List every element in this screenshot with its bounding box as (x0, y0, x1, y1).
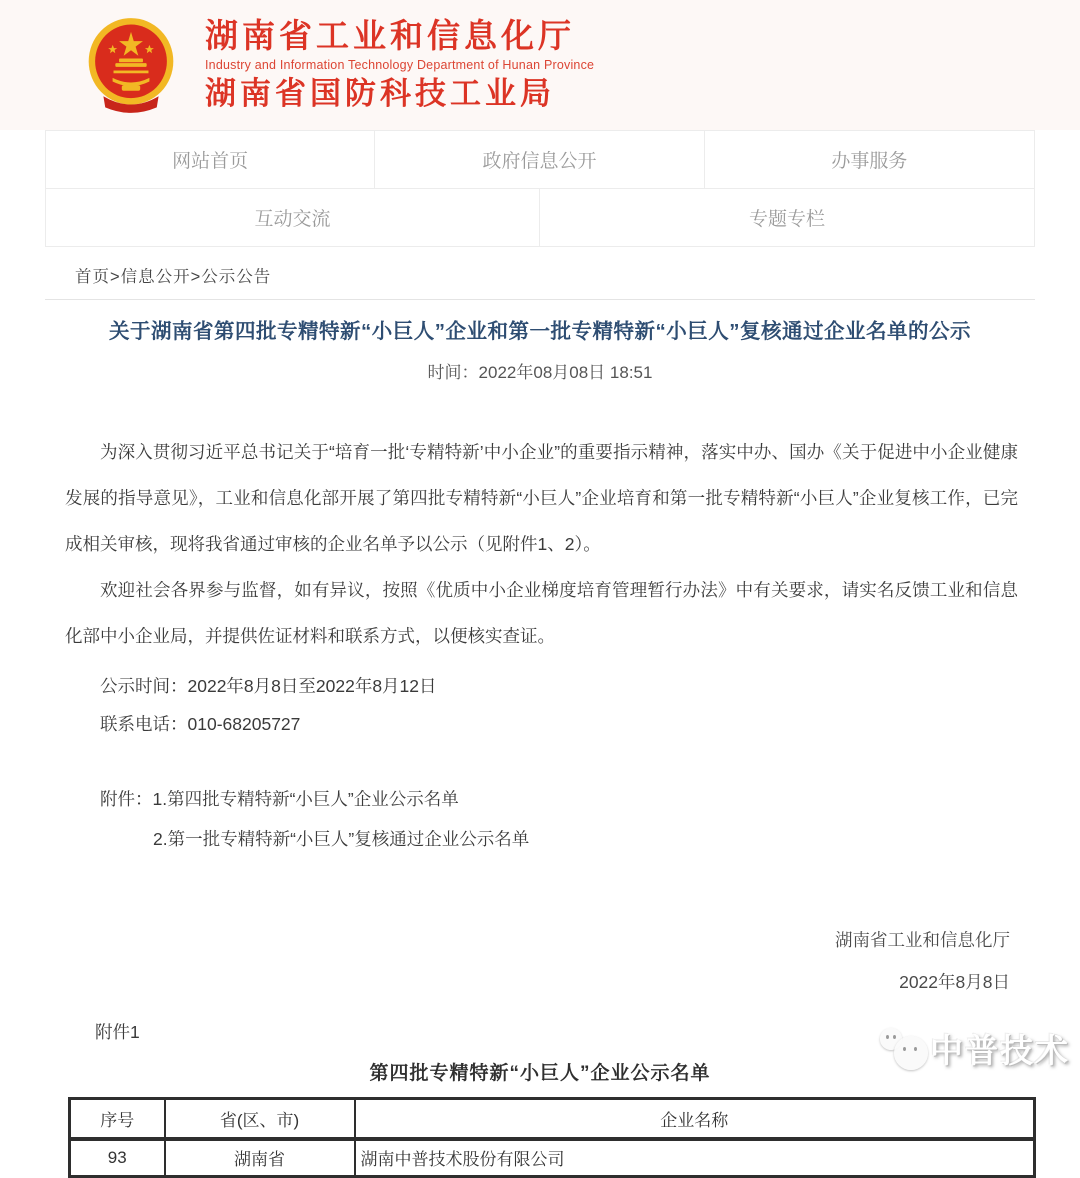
publish-time: 时间：2022年08月08日 18:51 (427, 363, 653, 382)
nav-row-1 (46, 131, 1034, 189)
masthead-text (205, 18, 594, 111)
meta-block (65, 667, 1018, 743)
header-company: 企业名称 (355, 1099, 1035, 1139)
header-seq: 序号 (70, 1099, 165, 1139)
paragraph-1: 为深入贯彻习近平总书记关于“培育一批‘专精特新’中小企业”的重要指示精神，落实中办、国办《关于促进中小企业健康发展的指导意见》，工业和信息化部开展了第四批专精特新“小巨人”企业培育和第一批专精特新“小巨人”企业复核工作，已完成相关审核，现将我省通过审核的企业名单予以公示（见附件1、2）。 (65, 442, 1018, 554)
paragraph-2: 欢迎社会各界参与监督，如有异议，按照《优质中小企业梯度培育管理暂行办法》中有关要求，请实名反馈工业和信息化部中小企业局，并提供佐证材料和联系方式，以便核实查证。 (65, 580, 1018, 646)
attachment1-label: 附件1 (95, 1022, 140, 1042)
watermark-text: 中普技术 (930, 1031, 1070, 1069)
attachments-list (65, 779, 1018, 859)
cell-company: 湖南中普技术股份有限公司 (355, 1139, 1035, 1177)
signature-block (0, 925, 1010, 997)
nav-item-home[interactable]: 网站首页 (46, 131, 375, 188)
cell-seq: 93 (70, 1139, 165, 1177)
site-masthead (0, 0, 1080, 130)
contact-phone: 联系电话：010-68205727 (100, 714, 301, 734)
breadcrumb-wrap (45, 247, 1035, 300)
main-nav (45, 130, 1035, 247)
nav-row-2 (46, 189, 1034, 246)
page-title: 关于湖南省第四批专精特新“小巨人”企业和第一批专精特新“小巨人”复核通过企业名单的公示 (109, 320, 971, 343)
table-title: 第四批专精特新“小巨人”企业公示名单 (369, 1063, 711, 1084)
nav-item-services[interactable]: 办事服务 (705, 131, 1034, 188)
nav-item-interaction[interactable]: 互动交流 (46, 189, 540, 246)
nav-item-special-topics[interactable]: 专题专栏 (540, 189, 1034, 246)
table-header-row (70, 1099, 1035, 1139)
cell-province: 湖南省 (165, 1139, 355, 1177)
national-emblem-icon (85, 17, 177, 113)
org-name-cn: 湖南省工业和信息化厅 (205, 17, 575, 55)
header-province: 省(区、市) (165, 1099, 355, 1139)
article-body (65, 429, 1018, 859)
attachment-link-2[interactable]: 2.第一批专精特新“小巨人”复核通过企业公示名单 (153, 829, 530, 849)
publicity-period: 公示时间：2022年8月8日至2022年8月12日 (100, 676, 437, 696)
org-name-en: Industry and Information Technology Department of Hunan Province (205, 57, 595, 72)
signature-org: 湖南省工业和信息化厅 (835, 930, 1010, 950)
attachment-link-1[interactable]: 附件：1.第四批专精特新“小巨人”企业公示名单 (100, 789, 459, 809)
signature-date: 2022年8月8日 (899, 972, 1010, 992)
breadcrumb[interactable]: 首页>信息公开>公示公告 (75, 268, 272, 286)
nav-item-gov-info[interactable]: 政府信息公开 (375, 131, 704, 188)
org-name-cn-2: 湖南省国防科技工业局 (205, 76, 555, 112)
table-row (70, 1139, 1035, 1177)
company-list-table (68, 1097, 1036, 1178)
